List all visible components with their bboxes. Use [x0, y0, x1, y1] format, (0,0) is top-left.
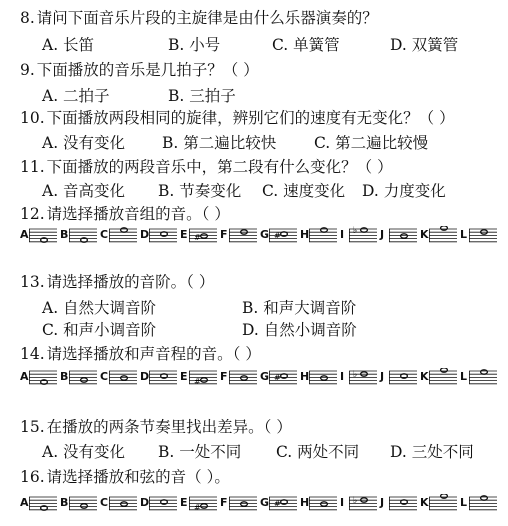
- option-b[interactable]: B. 一处不同: [158, 443, 242, 461]
- music-staff-icon: [189, 368, 219, 390]
- svg-text:#: #: [274, 499, 281, 508]
- staff-option-letter: L: [460, 228, 468, 241]
- staff-option-h[interactable]: [300, 226, 344, 248]
- staff-option-i[interactable]: [340, 494, 384, 516]
- music-staff-icon: [269, 226, 299, 248]
- staff-option-c[interactable]: [100, 494, 144, 516]
- staff-option-letter: D: [140, 370, 150, 383]
- option-c[interactable]: C. 第二遍比较慢: [314, 134, 429, 152]
- option-b[interactable]: B. 节奏变化: [158, 182, 242, 200]
- staff-option-e[interactable]: [180, 368, 224, 390]
- question-text: 请选择播放的音阶。（ ）: [46, 273, 215, 291]
- staff-option-l[interactable]: [460, 494, 504, 516]
- staff-option-f[interactable]: [220, 368, 264, 390]
- staff-options-row: [20, 494, 490, 516]
- staff-option-g[interactable]: [260, 368, 304, 390]
- question-number: 16.: [20, 468, 45, 486]
- staff-option-letter: L: [460, 496, 468, 509]
- question-number: 14.: [20, 345, 45, 363]
- music-staff-icon: [389, 368, 419, 390]
- music-staff-icon: [229, 226, 259, 248]
- music-staff-icon: [69, 368, 99, 390]
- staff-option-letter: I: [340, 496, 345, 509]
- svg-text:#: #: [274, 231, 281, 240]
- staff-option-j[interactable]: [380, 494, 424, 516]
- music-staff-icon: [109, 494, 139, 516]
- option-a[interactable]: A. 长笛: [42, 36, 95, 54]
- question-13: [20, 272, 214, 292]
- staff-option-letter: K: [420, 370, 429, 383]
- staff-option-letter: B: [60, 496, 69, 509]
- staff-option-b[interactable]: [60, 368, 104, 390]
- option-d[interactable]: D. 三处不同: [390, 443, 474, 461]
- question-text: 请选择播放和弦的音（ ）。: [46, 468, 230, 486]
- music-staff-icon: [389, 226, 419, 248]
- question-number: 11.: [20, 158, 45, 176]
- music-staff-icon: [189, 494, 219, 516]
- staff-option-letter: J: [380, 370, 385, 383]
- music-staff-icon: [269, 494, 299, 516]
- music-staff-icon: [69, 494, 99, 516]
- option-a[interactable]: A. 二拍子: [42, 87, 110, 105]
- staff-option-e[interactable]: [180, 494, 224, 516]
- staff-option-j[interactable]: [380, 226, 424, 248]
- question-number: 12.: [20, 205, 45, 223]
- staff-option-letter: E: [180, 370, 188, 383]
- staff-option-b[interactable]: [60, 226, 104, 248]
- option-a[interactable]: A. 没有变化: [42, 443, 126, 461]
- staff-option-h[interactable]: [300, 494, 344, 516]
- question-15: [20, 417, 292, 437]
- staff-option-g[interactable]: [260, 494, 304, 516]
- staff-option-k[interactable]: [420, 494, 464, 516]
- music-staff-icon: [309, 368, 339, 390]
- staff-option-c[interactable]: [100, 226, 144, 248]
- music-staff-icon: [349, 368, 379, 390]
- staff-option-letter: C: [100, 496, 109, 509]
- option-a[interactable]: A. 音高变化: [42, 182, 126, 200]
- staff-option-k[interactable]: [420, 368, 464, 390]
- staff-option-letter: J: [380, 228, 385, 241]
- music-staff-icon: [349, 226, 379, 248]
- staff-option-i[interactable]: [340, 226, 384, 248]
- staff-option-letter: C: [100, 228, 109, 241]
- option-a[interactable]: A. 没有变化: [42, 134, 126, 152]
- question-number: 9.: [20, 61, 35, 79]
- staff-option-d[interactable]: [140, 226, 184, 248]
- staff-option-letter: G: [260, 496, 270, 509]
- music-staff-icon: [229, 368, 259, 390]
- question-8: [20, 8, 378, 28]
- music-staff-icon: [29, 494, 59, 516]
- question-text: 请问下面音乐片段的主旋律是由什么乐器演奏的？: [36, 9, 378, 27]
- music-staff-icon: [309, 226, 339, 248]
- staff-option-letter: E: [180, 496, 188, 509]
- staff-option-letter: H: [300, 228, 310, 241]
- music-staff-icon: [189, 226, 219, 248]
- staff-option-letter: I: [340, 228, 345, 241]
- staff-option-i[interactable]: [340, 368, 384, 390]
- music-staff-icon: [269, 368, 299, 390]
- svg-text:#: #: [194, 503, 201, 512]
- music-staff-icon: [149, 226, 179, 248]
- staff-option-a[interactable]: [20, 494, 64, 516]
- svg-text:#: #: [274, 373, 281, 382]
- staff-option-letter: D: [140, 228, 150, 241]
- staff-option-letter: B: [60, 228, 69, 241]
- music-staff-icon: [469, 226, 499, 248]
- music-staff-icon: [469, 494, 499, 516]
- question-text: 下面播放的音乐是几拍子？（ ）: [36, 61, 259, 79]
- staff-option-letter: J: [380, 496, 385, 509]
- staff-option-f[interactable]: [220, 494, 264, 516]
- svg-text:♭: ♭: [353, 496, 358, 506]
- svg-text:#: #: [194, 233, 201, 242]
- music-staff-icon: [429, 494, 459, 516]
- staff-option-letter: H: [300, 370, 310, 383]
- staff-option-letter: K: [420, 496, 429, 509]
- music-staff-icon: [389, 494, 419, 516]
- question-number: 10.: [20, 109, 45, 127]
- option-d[interactable]: D. 双簧管: [390, 36, 459, 54]
- music-staff-icon: [29, 368, 59, 390]
- staff-option-letter: D: [140, 496, 150, 509]
- question-10: [20, 108, 455, 128]
- question-number: 13.: [20, 273, 45, 291]
- option-d[interactable]: D. 力度变化: [362, 182, 446, 200]
- question-11: [20, 157, 393, 177]
- staff-option-letter: F: [220, 496, 228, 509]
- question-16: [20, 467, 230, 487]
- option-d[interactable]: D. 自然小调音阶: [242, 321, 357, 339]
- option-c[interactable]: C. 单簧管: [272, 36, 340, 54]
- music-staff-icon: [349, 494, 379, 516]
- staff-option-h[interactable]: [300, 368, 344, 390]
- staff-option-letter: H: [300, 496, 310, 509]
- question-12: [20, 204, 230, 224]
- staff-option-letter: C: [100, 370, 109, 383]
- staff-option-a[interactable]: [20, 368, 64, 390]
- svg-text:#: #: [194, 377, 201, 386]
- svg-text:♭: ♭: [353, 226, 358, 236]
- staff-option-letter: I: [340, 370, 345, 383]
- staff-option-d[interactable]: [140, 368, 184, 390]
- staff-option-b[interactable]: [60, 494, 104, 516]
- question-14: [20, 344, 261, 364]
- question-9: [20, 60, 259, 80]
- staff-options-row: [20, 368, 490, 390]
- question-number: 15.: [20, 418, 45, 436]
- staff-option-c[interactable]: [100, 368, 144, 390]
- staff-option-letter: A: [20, 496, 29, 509]
- music-staff-icon: [469, 368, 499, 390]
- staff-option-letter: A: [20, 228, 29, 241]
- music-staff-icon: [69, 226, 99, 248]
- staff-option-letter: B: [60, 370, 69, 383]
- staff-option-letter: G: [260, 370, 270, 383]
- music-staff-icon: [429, 226, 459, 248]
- option-a[interactable]: A. 自然大调音阶: [42, 299, 157, 317]
- staff-option-j[interactable]: [380, 368, 424, 390]
- staff-option-letter: F: [220, 370, 228, 383]
- staff-option-letter: F: [220, 228, 228, 241]
- staff-option-letter: K: [420, 228, 429, 241]
- staff-option-letter: E: [180, 228, 188, 241]
- music-staff-icon: [29, 226, 59, 248]
- option-c[interactable]: C. 速度变化: [262, 182, 346, 200]
- staff-option-e[interactable]: [180, 226, 224, 248]
- staff-option-g[interactable]: [260, 226, 304, 248]
- staff-option-a[interactable]: [20, 226, 64, 248]
- question-text: 在播放的两条节奏里找出差异。（ ）: [46, 418, 292, 436]
- staff-option-d[interactable]: [140, 494, 184, 516]
- option-c[interactable]: C. 和声小调音阶: [42, 321, 157, 339]
- question-text: 请选择播放音组的音。（ ）: [46, 205, 230, 223]
- svg-text:♭: ♭: [353, 370, 358, 380]
- option-b[interactable]: B. 小号: [168, 36, 221, 54]
- question-number: 8.: [20, 9, 35, 27]
- staff-option-letter: G: [260, 228, 270, 241]
- music-staff-icon: [149, 368, 179, 390]
- option-c[interactable]: C. 两处不同: [276, 443, 360, 461]
- question-text: 请选择播放和声音程的音。（ ）: [46, 345, 261, 363]
- music-staff-icon: [229, 494, 259, 516]
- staff-option-letter: L: [460, 370, 468, 383]
- staff-option-l[interactable]: [460, 368, 504, 390]
- music-staff-icon: [149, 494, 179, 516]
- question-text: 下面播放两段相同的旋律，辨别它们的速度有无变化？（ ）: [46, 109, 455, 127]
- option-b[interactable]: B. 三拍子: [168, 87, 236, 105]
- staff-option-letter: A: [20, 370, 29, 383]
- music-staff-icon: [429, 368, 459, 390]
- staff-options-row: [20, 226, 490, 248]
- music-staff-icon: [109, 368, 139, 390]
- option-b[interactable]: B. 和声大调音阶: [242, 299, 357, 317]
- staff-option-f[interactable]: [220, 226, 264, 248]
- question-text: 下面播放的两段音乐中，第二段有什么变化？（ ）: [46, 158, 393, 176]
- staff-option-l[interactable]: [460, 226, 504, 248]
- music-staff-icon: [109, 226, 139, 248]
- option-b[interactable]: B. 第二遍比较快: [162, 134, 277, 152]
- staff-option-k[interactable]: [420, 226, 464, 248]
- music-staff-icon: [309, 494, 339, 516]
